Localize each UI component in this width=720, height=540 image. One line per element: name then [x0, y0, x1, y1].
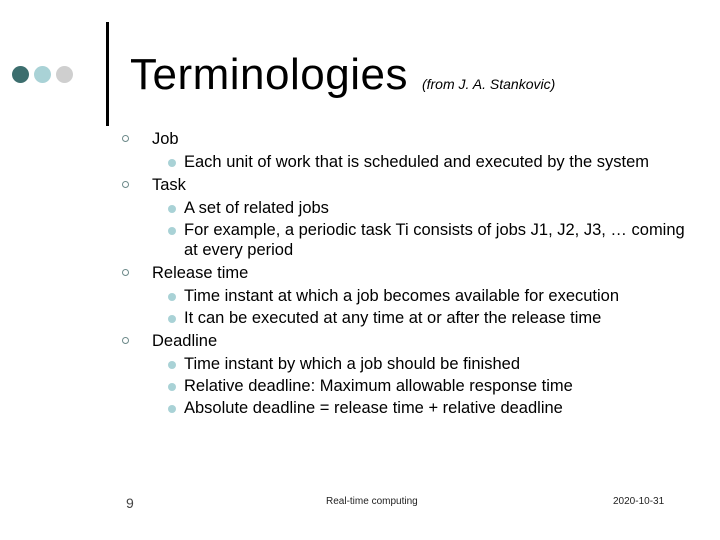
- bullet-text: Deadline: [152, 332, 218, 350]
- decorative-dots: [12, 66, 73, 83]
- sub-bullet-text: Each unit of work that is scheduled and executed by the system: [184, 153, 650, 171]
- sub-bullet-item: [152, 308, 692, 328]
- dot-bullet-icon: [168, 315, 176, 323]
- ring-bullet-icon: [122, 181, 129, 188]
- bullet-item: [112, 174, 692, 196]
- dot-bullet-icon: [168, 293, 176, 301]
- sub-bullet-item: [152, 286, 692, 306]
- dot-bullet-icon: [168, 405, 176, 413]
- bullet-item: [112, 330, 692, 352]
- sub-bullet-text: Relative deadline: Maximum allowable response time: [184, 377, 573, 395]
- dot-bullet-icon: [168, 383, 176, 391]
- bullet-list: [112, 126, 692, 418]
- dot-light-teal-icon: [34, 66, 51, 83]
- bullet-text: Release time: [152, 264, 249, 282]
- sub-bullet-text: Time instant by which a job should be finished: [184, 355, 520, 373]
- dot-dark-icon: [12, 66, 29, 83]
- dot-bullet-icon: [168, 227, 176, 235]
- bullet-text: Job: [152, 130, 179, 148]
- footer-text: Real-time computing: [326, 496, 418, 507]
- sub-bullet-text: For example, a periodic task Ti consists of jobs J1, J2, J3, … coming at every period: [184, 221, 685, 259]
- sub-bullet-text: It can be executed at any time at or after the release time: [184, 309, 602, 327]
- dot-gray-icon: [56, 66, 73, 83]
- footer-date: 2020-10-31: [613, 496, 665, 507]
- bullet-item: [112, 128, 692, 150]
- sub-bullet-item: [152, 354, 692, 374]
- dot-bullet-icon: [168, 205, 176, 213]
- dot-bullet-icon: [168, 361, 176, 369]
- ring-bullet-icon: [122, 337, 129, 344]
- bullet-text: Task: [152, 176, 186, 194]
- title-row: [130, 50, 555, 100]
- page-title: Terminologies: [130, 50, 408, 99]
- sub-bullet-item: [152, 152, 692, 172]
- sub-bullet-item: [152, 198, 692, 218]
- page-subtitle: (from J. A. Stankovic): [421, 76, 556, 92]
- ring-bullet-icon: [122, 269, 129, 276]
- page-number: 9: [126, 495, 134, 511]
- sub-bullet-item: [152, 376, 692, 396]
- bullet-item: [112, 262, 692, 284]
- sub-bullet-text: Absolute deadline = release time + relative deadline: [184, 399, 563, 417]
- sub-bullet-text: Time instant at which a job becomes available for execution: [184, 287, 620, 305]
- title-divider: [106, 22, 109, 126]
- dot-bullet-icon: [168, 159, 176, 167]
- sub-bullet-item: [152, 398, 692, 418]
- sub-bullet-text: A set of related jobs: [184, 199, 329, 217]
- sub-bullet-item: [152, 220, 692, 260]
- ring-bullet-icon: [122, 135, 129, 142]
